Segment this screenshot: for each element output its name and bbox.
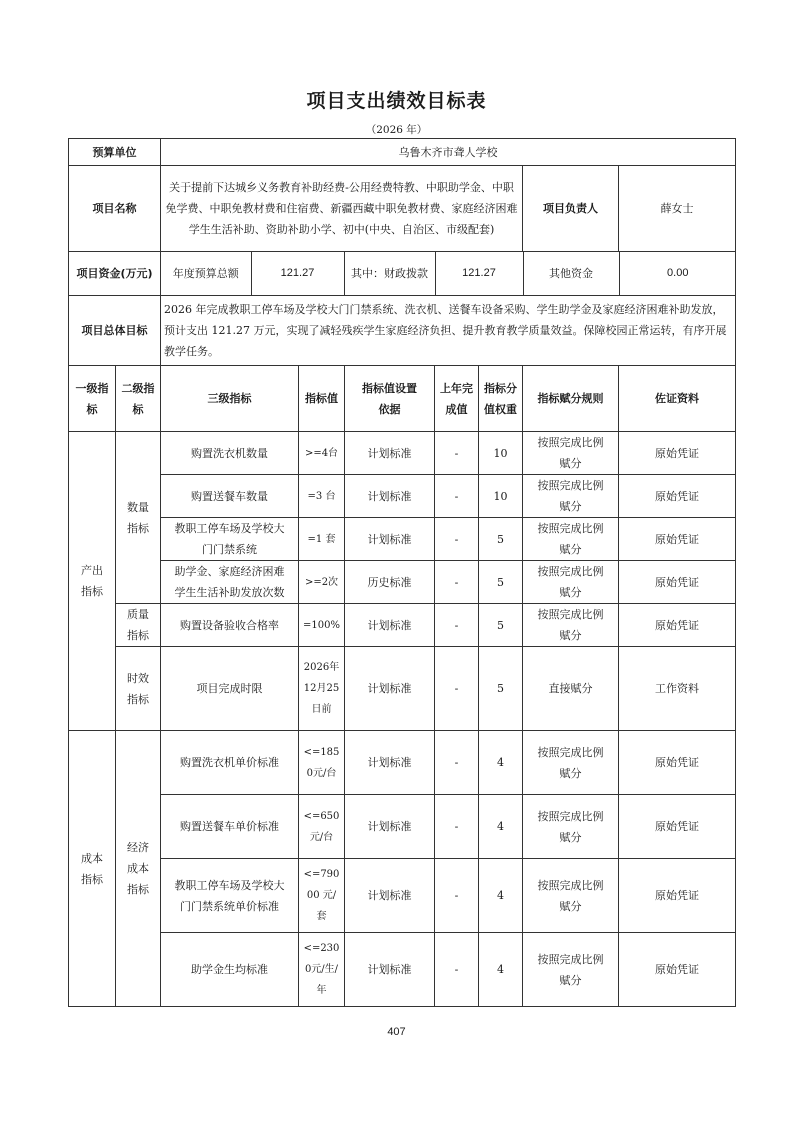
document-year: （2026 年） [365,124,428,136]
scoring-rule: 按照完成比例赋分 [523,795,619,859]
scoring-rule: 按照完成比例赋分 [523,475,619,518]
level3-indicator: 项目完成时限 [161,647,299,731]
header-level3: 三级指标 [161,366,299,432]
other-funds-label: 其他资金 [523,252,619,295]
level3-indicator: 购置洗衣机数量 [161,432,299,475]
project-name-label: 项目名称 [69,166,161,252]
level3-indicator: 购置设备验收合格率 [161,604,299,647]
scoring-rule: 按照完成比例赋分 [523,859,619,933]
indicator-row [69,795,736,859]
scoring-rule: 按照完成比例赋分 [523,933,619,1007]
level3-indicator: 助学金、家庭经济困难学生生活补助发放次数 [161,561,299,604]
fiscal-appropriation-label: 其中：财政拨款 [344,252,435,295]
document-title: 项目支出绩效目标表 [306,90,487,112]
project-funds-row [69,252,736,296]
level3-indicator: 助学金生均标准 [161,933,299,1007]
indicator-row [69,604,736,647]
scoring-rule: 按照完成比例赋分 [523,518,619,561]
last-year-value: - [435,859,479,933]
indicator-row [69,518,736,561]
evidence: 原始凭证 [619,432,736,475]
indicator-basis: 计划标准 [345,795,435,859]
indicator-weight: 5 [479,647,523,731]
indicator-header-row [69,366,736,432]
evidence: 原始凭证 [619,859,736,933]
indicator-row [69,933,736,1007]
indicator-value: <=650元/台 [299,795,345,859]
indicator-value: >=4台 [299,432,345,475]
header-last-year: 上年完成值 [435,366,479,432]
indicator-weight: 10 [479,475,523,518]
indicator-weight: 4 [479,859,523,933]
indicator-weight: 5 [479,604,523,647]
evidence: 原始凭证 [619,604,736,647]
indicator-value: =3 台 [299,475,345,518]
project-name-value: 关于提前下达城乡义务教育补助经费-公用经费特教、中职助学金、中职免学费、中职免教材费和住宿费、新疆西藏中职免教材费、家庭经济困难学生生活补助、资助补助小学、初中(中央、自治区、市级配套) [161,166,523,252]
indicator-row [69,561,736,604]
last-year-value: - [435,731,479,795]
header-rule: 指标赋分规则 [523,366,619,432]
evidence: 原始凭证 [619,561,736,604]
scoring-rule: 按照完成比例赋分 [523,604,619,647]
evidence: 原始凭证 [619,731,736,795]
indicator-row [69,647,736,731]
level3-indicator: 教职工停车场及学校大门门禁系统单价标准 [161,859,299,933]
indicator-value: <=79000 元/套 [299,859,345,933]
indicator-row [69,432,736,475]
indicator-row [69,731,736,795]
budget-unit-row [69,139,736,166]
last-year-value: - [435,432,479,475]
indicator-weight: 5 [479,518,523,561]
indicator-weight: 4 [479,731,523,795]
other-funds-value: 0.00 [619,252,736,295]
last-year-value: - [435,933,479,1007]
indicator-weight: 4 [479,795,523,859]
indicator-value: <=2300元/生/年 [299,933,345,1007]
evidence: 原始凭证 [619,475,736,518]
page-number: 407 [387,1026,406,1038]
scoring-rule: 按照完成比例赋分 [523,731,619,795]
indicator-basis: 计划标准 [345,475,435,518]
indicator-value: 2026年12月25日前 [299,647,345,731]
level2-indicator: 数量指标 [116,432,161,604]
indicator-basis: 历史标准 [345,561,435,604]
level2-indicator: 时效指标 [116,647,161,731]
indicator-value: =100% [299,604,345,647]
indicator-basis: 计划标准 [345,731,435,795]
level2-indicator: 质量指标 [116,604,161,647]
project-funds-cells [161,252,736,296]
indicator-basis: 计划标准 [345,518,435,561]
indicator-value: =1 套 [299,518,345,561]
level2-indicator: 经济成本指标 [116,731,161,1007]
evidence: 原始凭证 [619,518,736,561]
header-basis: 指标值设置依据 [345,366,435,432]
overall-goal-value: 2026 年完成教职工停车场及学校大门门禁系统、洗衣机、送餐车设备采购、学生助学金及家庭经济困难补助发放，预计支出 121.27 万元，实现了减轻残疾学生家庭经济负担、提升教育教学质量效益。保障校园正常运转，有序开展教学任务。 [161,296,736,366]
project-manager-value: 薛女士 [619,166,736,252]
annual-budget-value: 121.27 [251,252,344,295]
annual-budget-label: 年度预算总额 [161,252,251,295]
level3-indicator: 购置送餐车单价标准 [161,795,299,859]
indicator-basis: 计划标准 [345,604,435,647]
performance-target-table [68,138,736,1007]
indicator-value: <=1850元/台 [299,731,345,795]
indicator-weight: 5 [479,561,523,604]
header-level1: 一级指标 [69,366,116,432]
level1-indicator: 产出指标 [69,432,116,731]
header-weight: 指标分值权重 [479,366,523,432]
level3-indicator: 购置送餐车数量 [161,475,299,518]
fiscal-appropriation-value: 121.27 [435,252,523,295]
header-value: 指标值 [299,366,345,432]
level1-indicator: 成本指标 [69,731,116,1007]
header-level2: 二级指标 [116,366,161,432]
indicator-weight: 4 [479,933,523,1007]
indicator-weight: 10 [479,432,523,475]
evidence: 工作资料 [619,647,736,731]
indicator-row [69,859,736,933]
indicator-basis: 计划标准 [345,432,435,475]
indicator-row [69,475,736,518]
scoring-rule: 按照完成比例赋分 [523,432,619,475]
header-evidence: 佐证资料 [619,366,736,432]
project-name-row [69,166,736,252]
indicator-value: >=2次 [299,561,345,604]
level3-indicator: 教职工停车场及学校大门门禁系统 [161,518,299,561]
budget-unit-value: 乌鲁木齐市聋人学校 [161,139,736,166]
overall-goal-row [69,296,736,366]
last-year-value: - [435,518,479,561]
level3-indicator: 购置洗衣机单价标准 [161,731,299,795]
project-funds-label: 项目资金(万元) [69,252,161,296]
indicator-basis: 计划标准 [345,859,435,933]
project-manager-label: 项目负责人 [523,166,619,252]
last-year-value: - [435,647,479,731]
overall-goal-label: 项目总体目标 [69,296,161,366]
last-year-value: - [435,795,479,859]
evidence: 原始凭证 [619,933,736,1007]
indicator-basis: 计划标准 [345,647,435,731]
scoring-rule: 直接赋分 [523,647,619,731]
budget-unit-label: 预算单位 [69,139,161,166]
last-year-value: - [435,604,479,647]
last-year-value: - [435,561,479,604]
scoring-rule: 按照完成比例赋分 [523,561,619,604]
evidence: 原始凭证 [619,795,736,859]
indicator-basis: 计划标准 [345,933,435,1007]
last-year-value: - [435,475,479,518]
